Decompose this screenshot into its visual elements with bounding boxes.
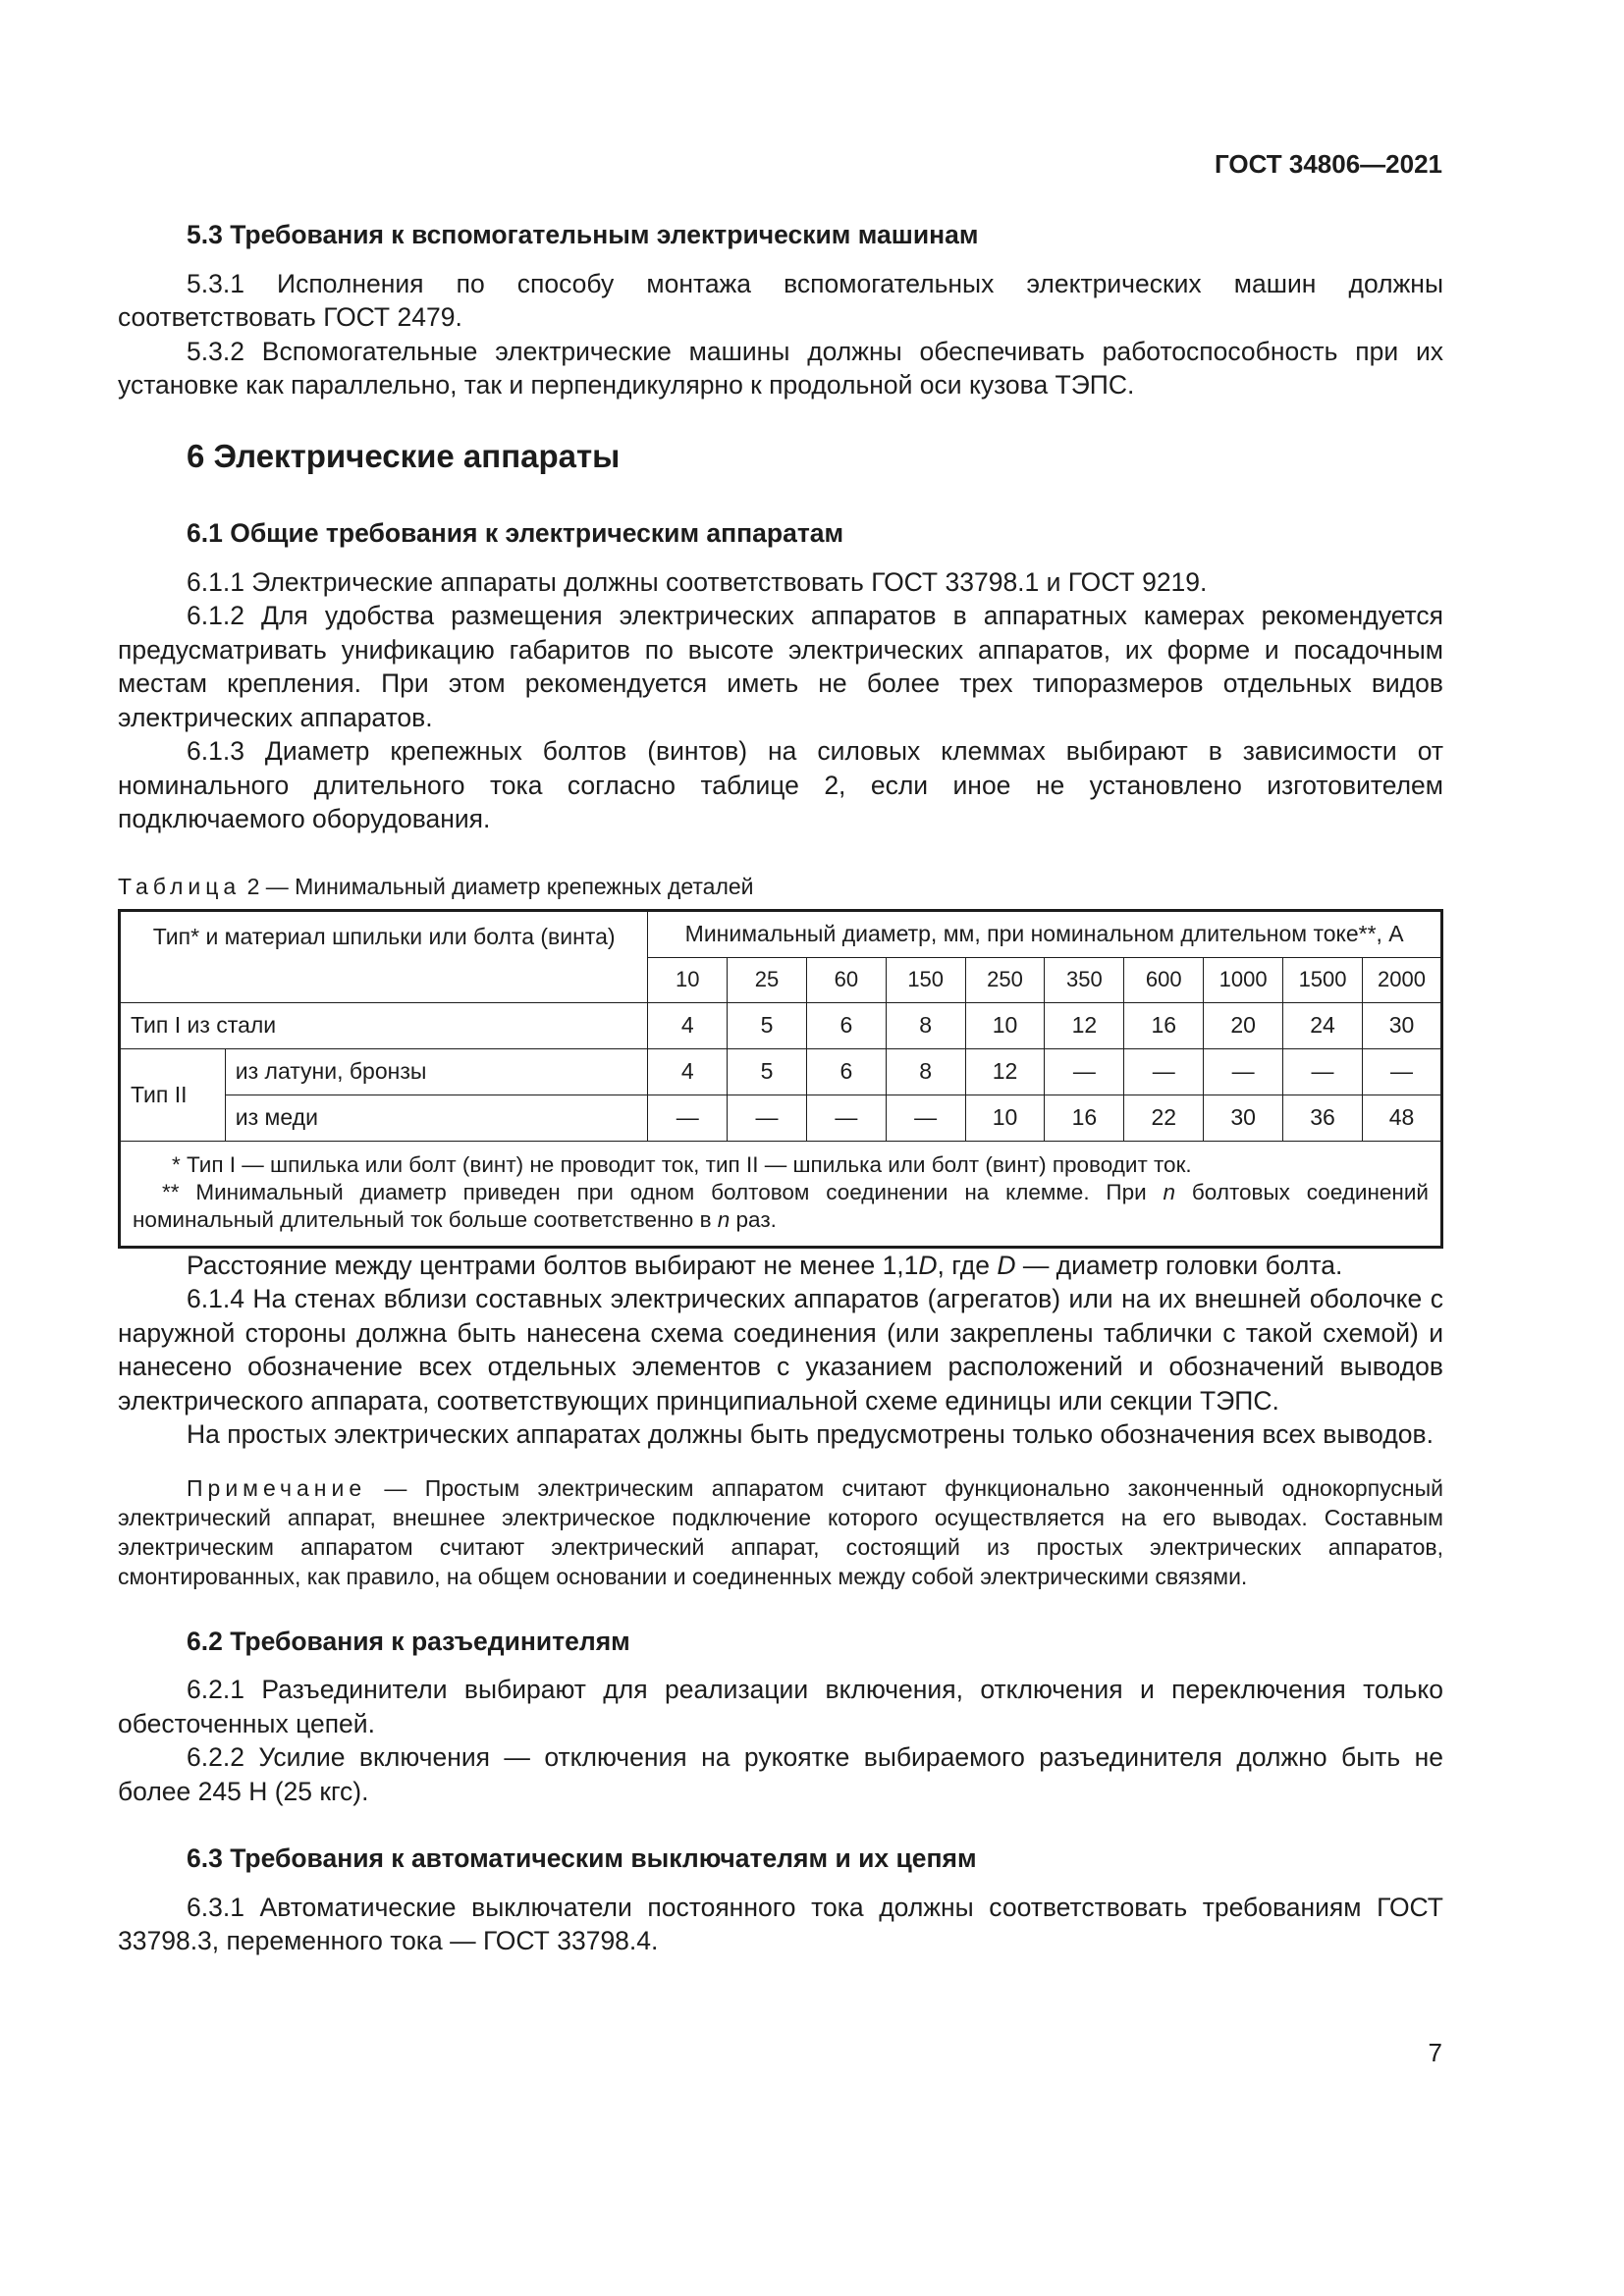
footnote-2-part: болтовых соединений номинальный длительный ток больше соответственно в [133,1179,1429,1232]
section-5-3-title: 5.3 Требования к вспомогательным электрическим машинам [187,220,979,249]
table-cell: — [1124,1048,1204,1095]
table-cell: 8 [886,1002,965,1048]
row-type-2: Тип II [120,1048,226,1141]
header-min-diameter: Минимальный диаметр, мм, при номинальном длительном токе**, А [648,910,1442,957]
table-cell: 12 [1045,1002,1124,1048]
current-value-cell: 150 [886,957,965,1002]
table-cell: 10 [965,1002,1045,1048]
paragraph-6-1-3: 6.1.3 Диаметр крепежных болтов (винтов) на силовых клеммах выбирают в зависимости от номинального длительного тока согласно таблице 2, если иное не установлено изготовителем подключаемого оборудования. [118,736,1443,833]
text-part: — диаметр головки болта. [1015,1250,1343,1280]
footnote-2-part: ** Минимальный диаметр приведен при одном болтовом соединении на клемме. При [162,1179,1164,1204]
paragraph-5-3-2: 5.3.2 Вспомогательные электрические машины должны обеспечивать работоспособность при их установке как параллельно, так и перпендикулярно к продольной оси кузова ТЭПС. [118,336,1443,400]
table-cell: — [886,1095,965,1141]
table-cell: 8 [886,1048,965,1095]
page-content [118,218,1443,1958]
paragraph-6-2-2: 6.2.2 Усилие включения — отключения на рукоятке выбираемого разъединителя должно быть не более 245 Н (25 кгс). [118,1742,1443,1806]
table-cell: 20 [1204,1002,1283,1048]
text-part: Расстояние между центрами болтов выбирают не менее 1,1 [187,1250,919,1280]
footnote-1: * Тип I — шпилька или болт (винт) не проводит ток, тип II — шпилька или болт (винт) проводит ток. [172,1151,1192,1177]
section-6-1-title: 6.1 Общие требования к электрическим аппаратам [187,518,844,548]
table-cell: — [1283,1048,1363,1095]
paragraph-6-1-1: 6.1.1 Электрические аппараты должны соответствовать ГОСТ 33798.1 и ГОСТ 9219. [187,566,1208,597]
table-cell: — [806,1095,886,1141]
table-cell: 30 [1204,1095,1283,1141]
note-label: Примечание [187,1474,367,1501]
footnote-2-part: раз. [730,1206,777,1232]
symbol-d: D [997,1250,1016,1280]
table-cell: 6 [806,1002,886,1048]
table-cell: 48 [1363,1095,1442,1141]
document-id: ГОСТ 34806—2021 [1215,149,1442,179]
table-caption-label: Таблица [118,873,242,899]
table-2-caption [118,872,1443,901]
table-cell: — [1204,1048,1283,1095]
table-cell: 22 [1124,1095,1204,1141]
table-cell: 12 [965,1048,1045,1095]
table-cell: 16 [1045,1095,1124,1141]
current-value-cell: 250 [965,957,1045,1002]
section-6-2-title: 6.2 Требования к разъединителям [187,1626,630,1656]
table-cell: 4 [648,1048,728,1095]
table-cell: 24 [1283,1002,1363,1048]
table-row [120,1048,1442,1095]
table-cell: — [1045,1048,1124,1095]
table-cell: 10 [965,1095,1045,1141]
table-row [120,1002,1442,1048]
current-value-cell: 25 [728,957,807,1002]
footnote-2-n: n [1163,1179,1176,1204]
table-caption-text: 2 — Минимальный диаметр крепежных деталей [246,873,754,899]
table-row [120,1095,1442,1141]
section-6-title: 6 Электрические аппараты [187,437,621,474]
symbol-d: D [918,1250,938,1280]
current-value-cell: 60 [806,957,886,1002]
paragraph-bolt-spacing [118,1249,1443,1283]
current-value-cell: 1500 [1283,957,1363,1002]
text-part: , где [937,1250,998,1280]
note [118,1473,1443,1591]
row-copper: из меди [225,1095,648,1141]
table-cell: 5 [728,1002,807,1048]
row-brass-bronze: из латуни, бронзы [225,1048,648,1095]
paragraph-6-1-2: 6.1.2 Для удобства размещения электрических аппаратов в аппаратных камерах рекомендуется предусматривать унификацию габаритов по высоте электрических аппаратов, их форме и посадочным местам крепления. При этом рекомендуется иметь не более трех типоразмеров отдельных видов электрических аппаратов. [118,601,1443,732]
current-value-cell: 1000 [1204,957,1283,1002]
current-value-cell: 10 [648,957,728,1002]
current-value-cell: 600 [1124,957,1204,1002]
header-type-material: Тип* и материал шпильки или болта (винта) [120,910,648,1002]
current-value-cell: 2000 [1363,957,1442,1002]
table-cell: 30 [1363,1002,1442,1048]
table-cell: — [648,1095,728,1141]
page-number: 7 [1428,2038,1442,2067]
table-footnotes [120,1141,1442,1247]
table-cell: 16 [1124,1002,1204,1048]
paragraph-6-3-1: 6.3.1 Автоматические выключатели постоянного тока должны соответствовать требованиям ГОСТ 33798.3, переменного тока — ГОСТ 33798.4. [118,1892,1443,1955]
table-cell: 5 [728,1048,807,1095]
footnote-2 [133,1179,1429,1234]
paragraph-simple-apparatus: На простых электрических аппаратах должны быть предусмотрены только обозначения всех выводов. [187,1419,1434,1449]
paragraph-6-1-4: 6.1.4 На стенах вблизи составных электрических аппаратов (агрегатов) или на их внешней оболочке с наружной стороны должна быть нанесена схема соединения (или закреплены таблички с такой схемой) и нанесено обозначение всех отдельных элементов с указанием расположений и обозначений выводов электрического аппарата, соответствующих принципиальной схеме единицы или секции ТЭПС. [118,1284,1443,1415]
section-6-3-title: 6.3 Требования к автоматическим выключателям и их цепям [187,1843,977,1873]
footnote-2-n: n [717,1206,731,1232]
table-cell: — [728,1095,807,1141]
paragraph-6-2-1: 6.2.1 Разъединители выбирают для реализации включения, отключения и переключения только обесточенных цепей. [118,1675,1443,1738]
table-cell: 36 [1283,1095,1363,1141]
note-text: — Простым электрическим аппаратом считают функционально законченный однокорпусный электрический аппарат, внешнее электрическое подключение которого осуществляется на его выводах. Составным электрическим аппаратом считают электрический аппарат, состоящий из простых электрических аппаратов, смонтированных, как правило, на общем основании и соединенных между собой электрическими связями. [118,1474,1443,1589]
table-cell: — [1363,1048,1442,1095]
paragraph-5-3-1: 5.3.1 Исполнения по способу монтажа вспомогательных электрических машин должны соответствовать ГОСТ 2479. [118,268,1443,332]
table-2 [118,909,1443,1249]
current-value-cell: 350 [1045,957,1124,1002]
table-cell: 6 [806,1048,886,1095]
row-type-1-steel: Тип I из стали [120,1002,648,1048]
table-cell: 4 [648,1002,728,1048]
